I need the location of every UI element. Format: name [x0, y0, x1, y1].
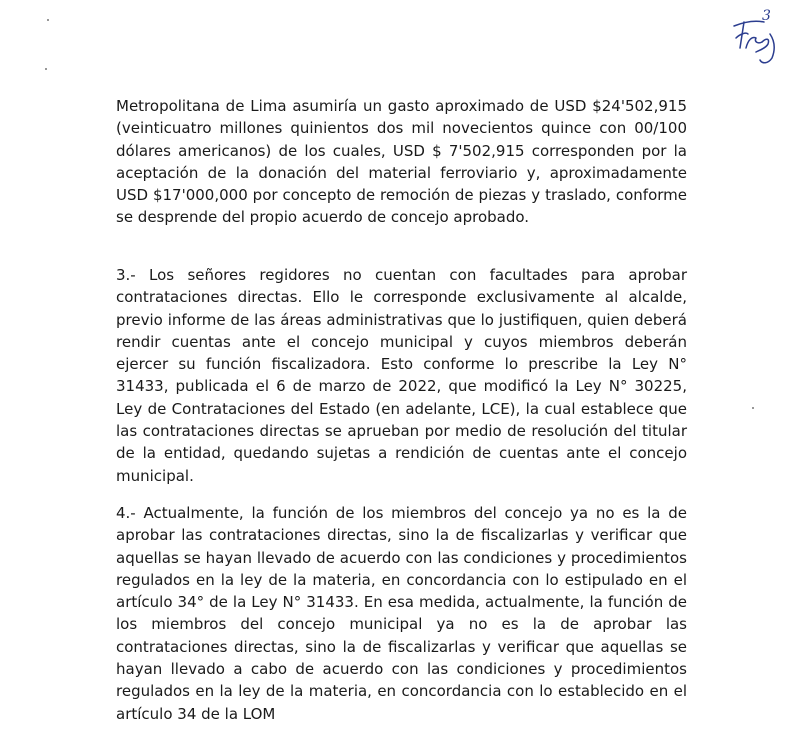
paragraph-item-3: 3.- Los señores regidores no cuentan con facultades para aprobar contrataciones directas. Ello le corresponde exclusivamente al alcalde, previo informe de las áreas administrativas que lo justifiquen, quien deberá rendir cuentas ante el concejo municipal y cuyos miembros deberán ejercer su función fiscalizadora. Esto conforme lo prescribe la Ley N° 31433, publicada el 6 de marzo de 2022, que modificó la Ley N° 30225, Ley de Contrataciones del Estado (en adelante, LCE), la cual establece que las contrataciones directas se aprueban por medio de resolución del titular de la entidad, quedando sujetas a rendición de cuentas ante el concejo municipal.: [116, 266, 687, 485]
paragraph-continuation: Metropolitana de Lima asumiría un gasto aproximado de USD $24'502,915 (veinticuatro millones quinientos dos mil novecientos quince con 00/100 dólares americanos) de los cuales, USD $ 7'502,915 corresponden por la aceptación de la donación del material ferroviario y, aproximadamente USD $17'000,000 por concepto de remoción de piezas y traslado, conforme se desprende del propio acuerdo de concejo aprobado.: [116, 97, 687, 227]
scan-speck: [45, 68, 47, 70]
scan-speck: [47, 19, 49, 21]
scan-speck: [752, 407, 754, 409]
folio-number: 3: [762, 8, 771, 24]
paragraph-item-4: 4.- Actualmente, la función de los miembros del concejo ya no es la de aprobar las contrataciones directas, sino la de fiscalizarlas y verificar que aquellas se hayan llevado de acuerdo con las condiciones y procedimientos regulados en la ley de la materia, en concordancia con lo estipulado en el artículo 34° de la Ley N° 31433. En esa medida, actualmente, la función de los miembros del concejo municipal ya no es la de aprobar las contrataciones directas, sino la de fiscalizarlas y verificar que aquellas se hayan llevado a cabo de acuerdo con las condiciones y procedimientos regulados en la ley de la materia, en concordancia con lo establecido en el artículo 34 de la LOM: [116, 504, 687, 723]
folio-signature-mark: [726, 4, 782, 68]
